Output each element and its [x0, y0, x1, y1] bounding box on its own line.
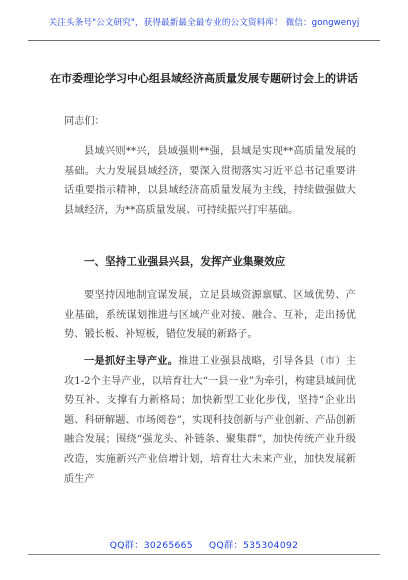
footer-qq-group-2: QQ群：535304092 [208, 540, 299, 551]
document-title: 在市委理论学习中心组县域经济高质量发展专题研讨会上的讲话 [50, 72, 358, 85]
section-heading-1: 一、坚持工业强县兴县，发挥产业集聚效应 [84, 256, 286, 268]
paragraph-3-text: 推进工业强县战略，引导各县（市）主攻1-2个主导产业，以培育壮大“一县一业”为牵引，构建县域间优势互补、支撑有力新格局；加快新型工业化步伐，坚持“企业出题、科研解题、市场阅卷”，实现科技创新与产业创新、产品创新融合发展；围绕“强龙头、补链条、聚集群”，加快传统产业升级改造，实施新兴产业倍增计划，培育壮大未来产业，加快发展新质生产 [64, 356, 357, 485]
header-banner: 关注头条号"公文研究"，获得最新最全最专业的公文资料库！ 微信：gongwenyj [48, 18, 360, 28]
paragraph-3-lead: 一是抓好主导产业。 [84, 355, 179, 367]
paragraph-1: 县域兴则**兴，县域强则**强，县域是实现**高质量发展的基础。大力发展县域经济，要深入贯彻落实习近平总书记重要讲话重要指示精神，以县域经济高质量发展为主线，持续做强做大县域经济，为**高质量发展、可持续振兴打牢基础。 [64, 146, 356, 216]
header-divider [28, 40, 380, 41]
footer-divider [28, 554, 380, 555]
paragraph-3 [64, 352, 356, 489]
footer-qq-group-1: QQ群：30265665 [109, 540, 193, 551]
salutation: 同志们： [64, 116, 105, 127]
footer-contact [0, 537, 408, 551]
paragraph-2: 要坚持因地制宜谋发展，立足县域资源禀赋、区域优势、产业基础，系统谋划推进与区域产业对接、融合、互补，走出扬优势、锻长板、补短板，错位发展的新路子。 [64, 290, 356, 341]
